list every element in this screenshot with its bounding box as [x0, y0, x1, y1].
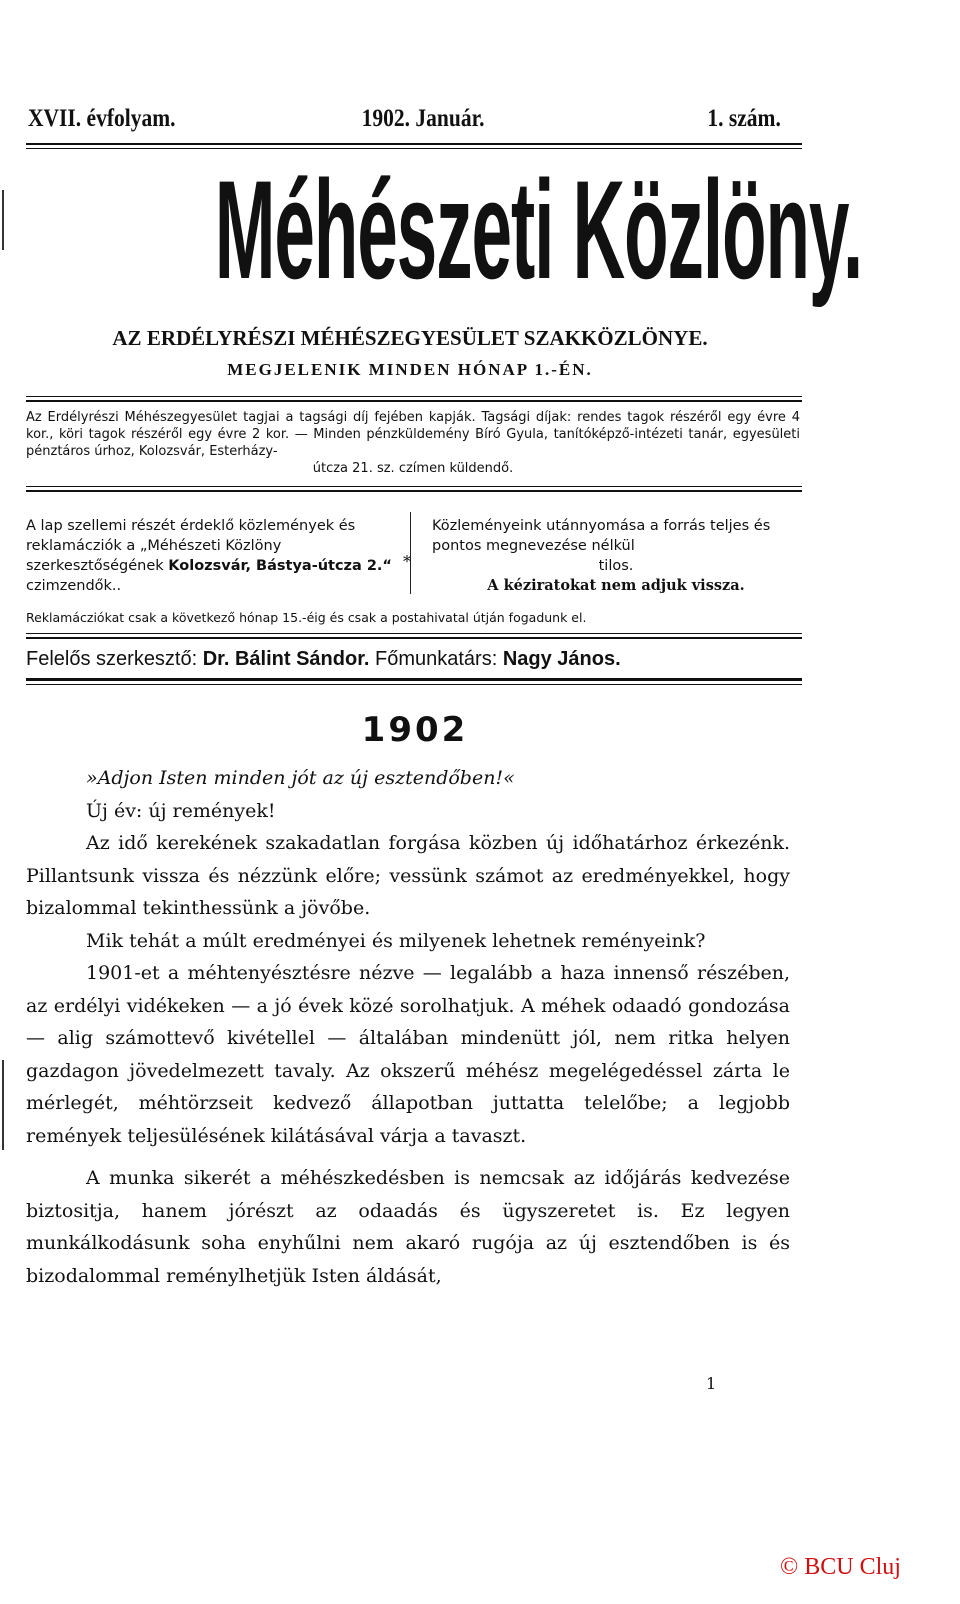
reprint-tilos: tilos. — [598, 558, 634, 574]
page-number: 1 — [706, 1374, 717, 1393]
article-motto: »Adjon Isten minden jót az új esztendőben!« — [86, 767, 515, 789]
article-paragraph: Az idő kerekének szakadatlan forgása közben új időhatárhoz érkezénk. Pillantsunk vissza és nézzünk előre; vessünk számot az eredményekkel, hogy bizalommal tekinthessünk a jövőbe. — [26, 832, 790, 919]
subscription-info — [26, 409, 800, 477]
issue-header — [28, 105, 781, 139]
article-paragraph: Új év: új remények! — [86, 799, 276, 822]
subtitle-line1: AZ ERDÉLYRÉSZI MÉHÉSZEGYESÜLET SZAKKÖZLÖNYE. — [112, 326, 708, 350]
editorial-address-notice — [26, 516, 396, 596]
subscription-text: Az Erdélyrészi Méhészegyesület tagjai a tagsági díj fejében kapják. Tagsági díjak: rendes tagok részéről egy évre 4 kor., köri tagok részéről egy évre 2 kor. — Minden pénzküldemény Bíró Gyula, tanítóképző-intézeti tanár, egyesületi pénztáros úrhoz, Kolozsvár, Esterházy- — [26, 410, 800, 459]
header-rule — [26, 148, 802, 149]
year-heading: 1902 — [361, 710, 469, 750]
manuscripts-notice: A kéziratokat nem adjuk vissza. — [487, 577, 745, 594]
header-rule — [26, 143, 802, 145]
section-rule — [26, 400, 802, 402]
volume-label: XVII. évfolyam. — [28, 105, 176, 132]
coworker-label: Főmunkatárs: — [375, 648, 498, 670]
complaints-notice: Reklamácziókat csak a következő hónap 15.-éig és csak a postahivatal útján fogadunk el. — [26, 610, 587, 625]
coworker-name: Nagy János. — [502, 648, 621, 670]
scan-edge-mark — [2, 190, 4, 250]
section-rule — [26, 637, 802, 639]
subscription-address: útcza 21. sz. czímen küldendő. — [312, 461, 514, 476]
section-rule — [26, 396, 802, 397]
masthead-container — [30, 150, 863, 320]
editorial-notice-text: A lap szellemi részét érdeklő közlemények és reklamácziók a „Méhészeti Közlöny szerkesztőségének — [26, 518, 356, 574]
editorial-address: Kolozsvár, Bástya-útcza 2.“ — [168, 558, 392, 574]
section-rule — [26, 486, 802, 487]
issue-number: 1. szám. — [707, 105, 781, 132]
scan-edge-mark — [2, 1060, 4, 1150]
copyright-watermark: © BCU Cluj — [780, 1554, 901, 1580]
article-paragraph: A munka sikerét a méhészkedésben is nemcsak az időjárás kedvezése biztositja, hanem jórészt az odaadás és ügyszeretet is. Ez legyen munkálkodásunk soha enyhűlni nem akaró rugója az új esztendőben is és bizodalommal reménylhetjük Isten áldását, — [26, 1167, 790, 1287]
subtitle-line2: MEGJELENIK MINDEN HÓNAP 1.-ÉN. — [227, 360, 593, 379]
reprint-text: Közleményeink utánnyomása a forrás teljes és pontos megnevezése nélkül — [432, 518, 771, 554]
article-body — [26, 762, 790, 1292]
editorial-notice-end: czimzendők.. — [26, 578, 122, 594]
section-rule — [26, 678, 802, 681]
asterisk-ornament: * — [403, 552, 411, 571]
editor-name: Dr. Bálint Sándor. — [202, 648, 370, 670]
date-label: 1902. Január. — [361, 105, 485, 132]
editors-line — [26, 648, 800, 671]
reprint-notice — [432, 516, 800, 596]
section-rule — [26, 684, 802, 685]
editor-label: Felelős szerkesztő: — [26, 648, 198, 670]
article-paragraph: Mik tehát a múlt eredményei és milyenek lehetnek reményeink? — [86, 929, 706, 952]
article-paragraph: 1901-et a méhtenyésztésre nézve — legalább a haza innenső részében, az erdélyi vidékeken — a jó évek közé sorolhatjuk. A méhek odaadó gondozása — alig számottevő kivétellel — általában mindenütt jól, nem ritka helyen gazdagon jövedelmezett tavaly. Az okszerű méhész megelégedéssel zárta le mérlegét, méhtörzseit kedvező állapotban juttatta telelőbe; a legjobb remények teljesülésének kilátásával várja a tavaszt. — [26, 962, 790, 1147]
section-rule — [26, 633, 802, 634]
masthead-title: Méhészeti Közlöny. — [214, 151, 863, 308]
section-rule — [26, 490, 802, 492]
